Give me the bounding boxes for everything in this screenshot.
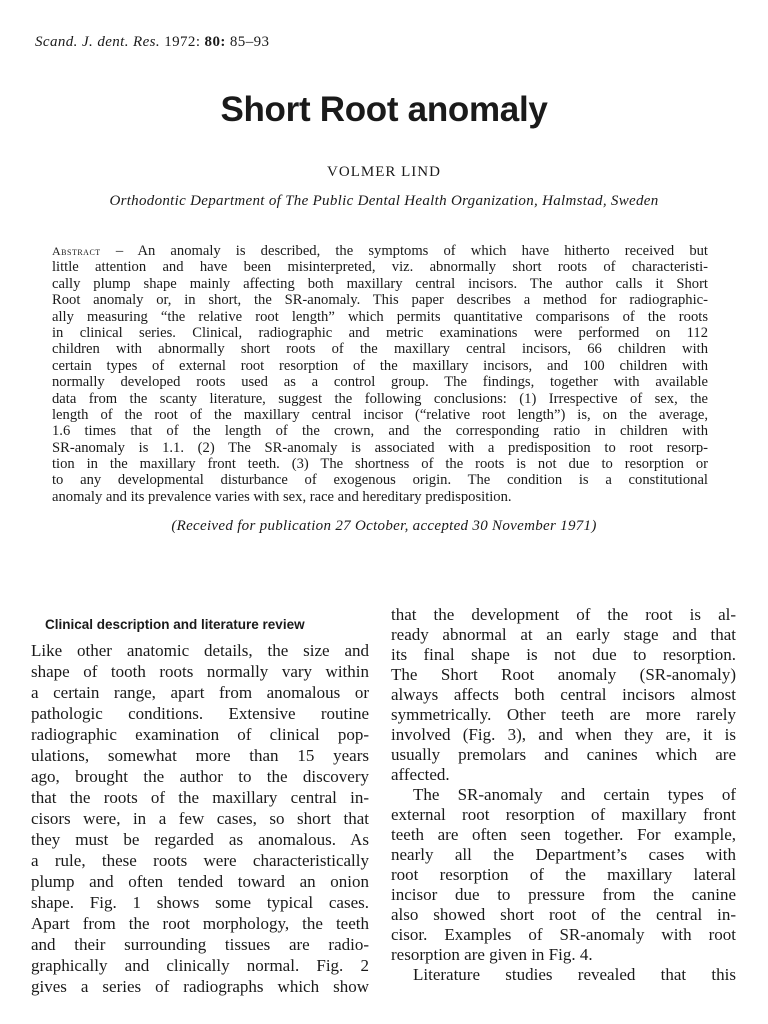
citation-volume: 80: bbox=[204, 34, 226, 50]
body-line: ready abnormal at an early stage and that bbox=[391, 625, 736, 644]
body-line: ago, brought the author to the discovery bbox=[31, 767, 369, 786]
body-line: a rule, these roots were characteristically bbox=[31, 851, 369, 870]
body-line: graphically and clinically normal. Fig. 2 bbox=[31, 956, 369, 975]
body-line: and their surrounding tissues are radio- bbox=[31, 935, 369, 954]
body-line: The Short Root anomaly (SR-anomaly) bbox=[391, 665, 736, 684]
abstract-line: cally plump shape mainly affecting both maxillary central incisors. The author calls it Short bbox=[52, 275, 708, 292]
author-name: VOLMER LIND bbox=[327, 164, 441, 180]
abstract-line: 1.6 times that of the length of the crown, and the corresponding ratio in children with bbox=[52, 423, 708, 440]
body-line: incisor due to pressure from the canine bbox=[391, 885, 736, 904]
body-line: gives a series of radiographs which show bbox=[31, 977, 369, 996]
abstract-line: children with abnormally short roots of the maxillary central incisors, 66 children with bbox=[52, 341, 708, 358]
abstract-line: normally developed roots used as a control group. The findings, together with available bbox=[52, 374, 708, 391]
body-line: nearly all the Department’s cases with bbox=[391, 845, 736, 864]
abstract-line: little attention and have been misinterpreted, viz. abnormally short roots of characteristi- bbox=[52, 259, 708, 276]
body-line: Like other anatomic details, the size and bbox=[31, 641, 369, 660]
body-line: cisor. Examples of SR-anomaly with root bbox=[391, 925, 736, 944]
body-line: that the development of the root is al- bbox=[391, 605, 736, 624]
body-line: pathologic conditions. Extensive routine bbox=[31, 704, 369, 723]
journal-citation bbox=[35, 34, 269, 51]
body-line: that the roots of the maxillary central in- bbox=[31, 788, 369, 807]
body-line: symmetrically. Other teeth are more rarely bbox=[391, 705, 736, 724]
abstract-line: data from the scanty literature, suggest the following conclusions: (1) Irrespective of sex, the bbox=[52, 390, 708, 407]
abstract-line: anomaly and its prevalence varies with sex, race and hereditary predisposition. bbox=[52, 488, 512, 505]
body-line: teeth are often seen together. For example, bbox=[391, 825, 736, 844]
body-line: also showed short root of the central in- bbox=[391, 905, 736, 924]
body-line: Apart from the root morphology, the teeth bbox=[31, 914, 369, 933]
citation-journal: Scand. J. dent. Res. bbox=[35, 34, 161, 50]
body-line: usually premolars and canines which are bbox=[391, 745, 736, 764]
citation-pages: 85–93 bbox=[229, 34, 270, 50]
author-affiliation: Orthodontic Department of The Public Dental Health Organization, Halmstad, Sweden bbox=[109, 193, 659, 209]
body-line: Literature studies revealed that this bbox=[413, 965, 736, 984]
section-heading: Clinical description and literature review bbox=[45, 617, 305, 632]
abstract-line: Root anomaly or, in short, the SR-anomaly. This paper describes a method for radiographic- bbox=[52, 292, 708, 309]
body-line: involved (Fig. 3), and when they are, it is bbox=[391, 725, 736, 744]
abstract-line: certain types of external root resorption of the maxillary incisors, and 100 children with bbox=[52, 357, 708, 374]
body-line: external root resorption of maxillary front bbox=[391, 805, 736, 824]
abstract-label: Abstract bbox=[52, 244, 101, 258]
body-line: cisors were, in a few cases, so short that bbox=[31, 809, 369, 828]
body-line: affected. bbox=[391, 765, 450, 784]
abstract-line: to any developmental disturbance of exogenous origin. The condition is a constitutional bbox=[52, 472, 708, 489]
body-line: resorption are given in Fig. 4. bbox=[391, 945, 593, 964]
body-line: they must be regarded as anomalous. As bbox=[31, 830, 369, 849]
abstract-line: ally measuring “the relative root length” which permits quantitative comparisons of the roots bbox=[52, 308, 708, 325]
body-line: plump and often tended toward an onion bbox=[31, 872, 369, 891]
abstract-line: in clinical series. Clinical, radiographic and metric examinations were performed on 112 bbox=[52, 324, 708, 341]
abstract-line: length of the root of the maxillary central incisor (“relative root length”) is, on the average, bbox=[52, 406, 708, 423]
abstract-line: Abstract – An anomaly is described, the symptoms of which have hitherto received but bbox=[52, 243, 708, 259]
received-date: (Received for publication 27 October, accepted 30 November 1971) bbox=[171, 518, 597, 534]
body-line: its final shape is not due to resorption. bbox=[391, 645, 736, 664]
abstract-line: SR-anomaly is 1.1. (2) The SR-anomaly is associated with a predisposition to root resorp- bbox=[52, 439, 708, 456]
body-line: a certain range, apart from anomalous or bbox=[31, 683, 369, 702]
paper-title: Short Root anomaly bbox=[220, 90, 548, 129]
body-line: shape. Fig. 1 shows some typical cases. bbox=[31, 893, 369, 912]
body-line: shape of tooth roots normally vary within bbox=[31, 662, 369, 681]
body-line: The SR-anomaly and certain types of bbox=[413, 785, 736, 804]
citation-year: 1972: bbox=[164, 34, 201, 50]
abstract bbox=[52, 243, 708, 505]
abstract-line: tion in the maxillary front teeth. (3) The shortness of the roots is not due to resorption or bbox=[52, 456, 708, 473]
body-line: ulations, somewhat more than 15 years bbox=[31, 746, 369, 765]
body-line: always affects both central incisors almost bbox=[391, 685, 736, 704]
body-line: radiographic examination of clinical pop- bbox=[31, 725, 369, 744]
body-line: root resorption of the maxillary lateral bbox=[391, 865, 736, 884]
